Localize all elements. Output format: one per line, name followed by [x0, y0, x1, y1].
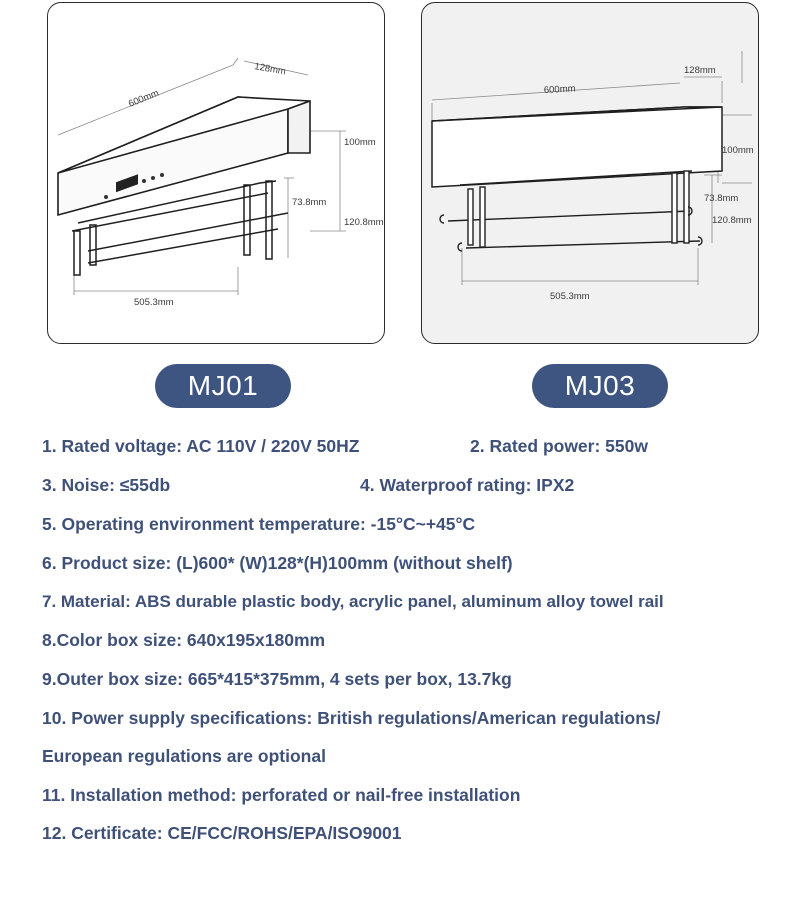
- mj03-height-label: 100mm: [722, 145, 754, 156]
- spec-material: 7. Material: ABS durable plastic body, acrylic panel, aluminum alloy towel rail: [42, 592, 664, 611]
- spec-rated-power: 2. Rated power: 550w: [470, 436, 648, 456]
- mj01-width-label: 128mm: [253, 61, 287, 78]
- spec-color-box: 8.Color box size: 640x195x180mm: [42, 630, 326, 650]
- spec-power-supply-continued: European regulations are optional: [42, 746, 326, 766]
- mj01-length-label: 600mm: [127, 87, 161, 110]
- mj03-length-label: 600mm: [543, 83, 576, 96]
- mj03-dimension-drawing: [422, 3, 759, 344]
- spec-outer-box: 9.Outer box size: 665*415*375mm, 4 sets per box, 13.7kg: [42, 669, 512, 689]
- spec-product-size: 6. Product size: (L)600* (W)128*(H)100mm (without shelf): [42, 553, 513, 573]
- spec-installation: 11. Installation method: perforated or nail-free installation: [42, 785, 521, 805]
- mj03-drawing-card: [421, 2, 759, 344]
- spec-waterproof: 4. Waterproof rating: IPX2: [360, 475, 575, 495]
- mj01-dimension-drawing: [48, 3, 385, 344]
- spec-noise: 3. Noise: ≤55db: [42, 475, 171, 495]
- mj03-model-badge: MJ03: [532, 364, 668, 408]
- spec-rated-voltage: 1. Rated voltage: AC 110V / 220V 50HZ: [42, 436, 360, 456]
- mj01-model-badge: MJ01: [155, 364, 291, 408]
- mj01-total-height-label: 120.8mm: [344, 217, 384, 228]
- mj01-height-label: 100mm: [344, 137, 376, 148]
- mj03-shelf-drop-label: 73.8mm: [704, 193, 739, 204]
- spec-certificate: 12. Certificate: CE/FCC/ROHS/EPA/ISO9001: [42, 823, 402, 843]
- mj03-total-height-label: 120.8mm: [712, 215, 752, 226]
- mj01-drawing-card: [47, 2, 385, 344]
- spec-temperature: 5. Operating environment temperature: -15°C~+45°C: [42, 514, 476, 534]
- mj01-rail-span-label: 505.3mm: [134, 297, 174, 308]
- mj01-shelf-drop-label: 73.8mm: [292, 197, 327, 208]
- mj03-width-label: 128mm: [684, 65, 716, 76]
- mj03-rail-span-label: 505.3mm: [550, 291, 590, 302]
- spec-power-supply: 10. Power supply specifications: British regulations/American regulations/: [42, 708, 661, 728]
